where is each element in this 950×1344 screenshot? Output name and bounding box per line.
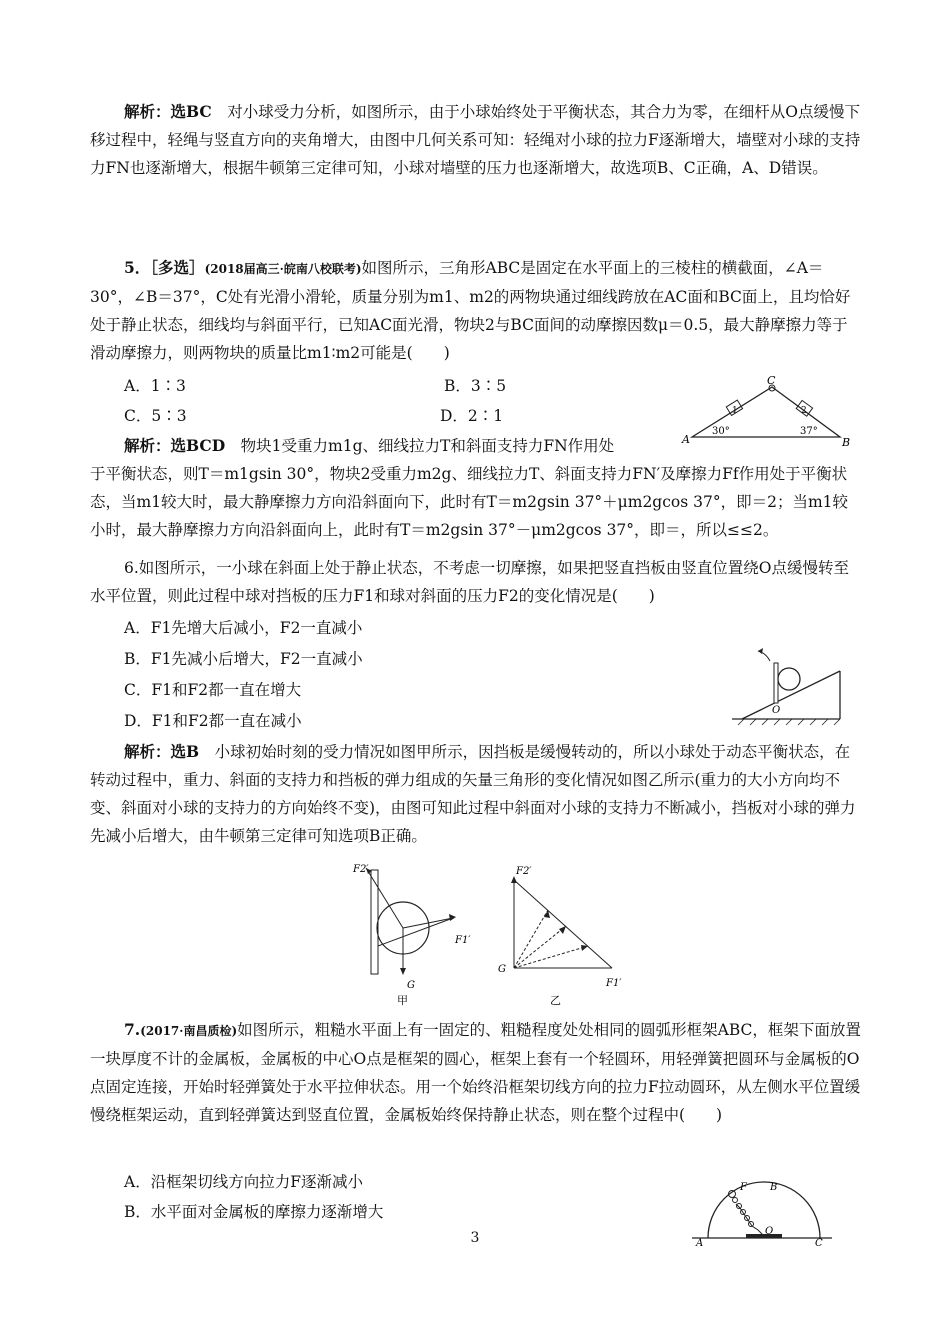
yi-f1-label: F1′ — [606, 978, 622, 989]
pivot-o-label: O — [772, 705, 781, 716]
frame-c-label: C — [815, 1238, 823, 1249]
q6-analysis — [90, 738, 862, 850]
angle-a: 30° — [712, 426, 730, 437]
jia-f2-label: F2′ — [353, 864, 369, 875]
question-5-stem — [90, 254, 862, 367]
question-7-stem — [90, 1016, 862, 1129]
angle-b: 37° — [800, 426, 818, 437]
option-c: C．5∶3 — [124, 407, 187, 425]
q5-analysis-label: 解析：选BCD — [124, 436, 226, 455]
prism-figure — [680, 375, 855, 450]
q6-option-b: B．F1先减小后增大，F2一直减小 — [124, 650, 363, 668]
yi-caption: 乙 — [550, 994, 561, 1006]
page-number: 3 — [470, 1230, 480, 1246]
yi-f2-label: F2′ — [516, 866, 532, 877]
q5-analysis-line1 — [90, 432, 670, 460]
vertex-a: A — [682, 433, 690, 446]
frame-o-label: O — [765, 1226, 774, 1237]
question-source: (2018届高三·皖南八校联考) — [204, 262, 362, 276]
question-text: 如图所示，三角形ABC是固定在水平面上的三棱柱的横截面，∠A＝30°，∠B＝37°，C处有光滑小滑轮，质量分别为m1、m2的两物块通过细线跨放在AC面和BC面上，且均恰好处于静止状态，细线均与斜面平行，已知AC面光滑，物块2与BC面间的动摩擦因数μ＝0.5，最大静摩擦力等于滑动摩擦力，则两物块的质量比m1∶m2可能是( ) — [90, 259, 851, 362]
jia-g-label: G — [407, 980, 415, 991]
q7-source: (2017·南昌质检) — [140, 1024, 238, 1038]
jia-caption: 甲 — [397, 994, 408, 1006]
frame-a-label: A — [696, 1238, 704, 1249]
option-b: B．3∶5 — [444, 377, 507, 395]
vertex-b: B — [842, 436, 851, 449]
multi-select-tag: ［多选］ — [150, 258, 205, 277]
q6-analysis-label: 解析：选B — [124, 742, 200, 761]
block2-label: 2 — [801, 406, 807, 416]
option-a: A．1∶3 — [124, 377, 186, 395]
q5-analysis-rest: 于平衡状态，则T＝m1gsin 30°，物块2受重力m2g、细线拉力T、斜面支持力FN′及摩擦力Ff作用处于平衡状态，当m1较大时，最大静摩擦力方向沿斜面向下，此时有T＝m2gsin 37°＋μm2gcos 37°，即＝2；当m1较小时，最大静摩擦力方向沿斜面向上，此时有T＝m2gsin 37°－μm2gcos 37°，即＝，所以≤≤2。 — [90, 465, 849, 539]
option-d: D．2∶1 — [440, 407, 504, 425]
analysis-label: 解析：选BC — [124, 102, 212, 121]
block1-label: 1 — [732, 406, 738, 416]
q6-option-a: A．F1先增大后减小，F2一直减小 — [124, 619, 363, 637]
q6-option-d: D．F1和F2都一直在减小 — [124, 712, 302, 730]
vertex-c: C — [767, 375, 776, 387]
question-number: 5． — [124, 258, 151, 277]
q7-number: 7. — [124, 1020, 141, 1039]
frame-b-label: B — [770, 1182, 778, 1193]
q5-analysis-text-1: 物块1受重力m1g、细线拉力T和斜面支持力FN作用处 — [225, 437, 615, 455]
analysis-text: 对小球受力分析，如图所示，由于小球始终处于平衡状态，其合力为零，在细杆从O点缓慢下移过程中，轻绳与竖直方向的夹角增大，由图中几何关系可知：轻绳对小球的拉力F逐渐增大，墙壁对小球的支持力FN也逐渐增大，根据牛顿第三定律可知，小球对墙壁的压力也逐渐增大，故选项B、C正确，A、D错误。 — [90, 103, 861, 177]
force-diagram-jia — [345, 856, 485, 1006]
q6-analysis-text: 小球初始时刻的受力情况如图甲所示，因挡板是缓慢转动的，所以小球处于动态平衡状态，在转动过程中，重力、斜面的支持力和挡板的弹力组成的矢量三角形的变化情况如图乙所示(重力的大小方向均不变、斜面对小球的支持力的方向始终不变)，由图可知此过程中斜面对小球的支持力不断减小，挡板对小球的弹力先减小后增大，由牛顿第三定律可知选项B正确。 — [90, 743, 856, 845]
q7-text: 如图所示，粗糙水平面上有一固定的、粗糙程度处处相同的圆弧形框架ABC，框架下面放置一块厚度不计的金属板，金属板的中心O点是框架的圆心，框架上套有一个轻圆环，用轻弹簧把圆环与金属板的O点固定连接，开始时轻弹簧处于水平拉伸状态。用一个始终沿框架切线方向的拉力F拉动圆环，从左侧水平位置缓慢绕框架运动，直到轻弹簧达到竖直位置，金属板始终保持静止状态，则在整个过程中( ) — [90, 1021, 861, 1124]
incline-board-figure — [728, 645, 858, 727]
force-diagram-yi — [494, 856, 644, 1006]
jia-f1-label: F1′ — [455, 935, 471, 946]
question-6-stem: 6.如图所示，一小球在斜面上处于静止状态，不考虑一切摩擦，如果把竖直挡板由竖直位置绕O点缓慢转至水平位置，则此过程中球对挡板的压力F1和球对斜面的压力F2的变化情况是( ) — [90, 559, 849, 605]
q7-option-b: B．水平面对金属板的摩擦力逐渐增大 — [124, 1203, 384, 1221]
frame-f-label: F — [740, 1182, 747, 1193]
top-analysis — [90, 98, 862, 182]
q7-option-a: A．沿框架切线方向拉力F逐渐减小 — [124, 1173, 363, 1191]
yi-g-label: G — [498, 964, 506, 975]
q6-option-c: C．F1和F2都一直在增大 — [124, 681, 302, 699]
